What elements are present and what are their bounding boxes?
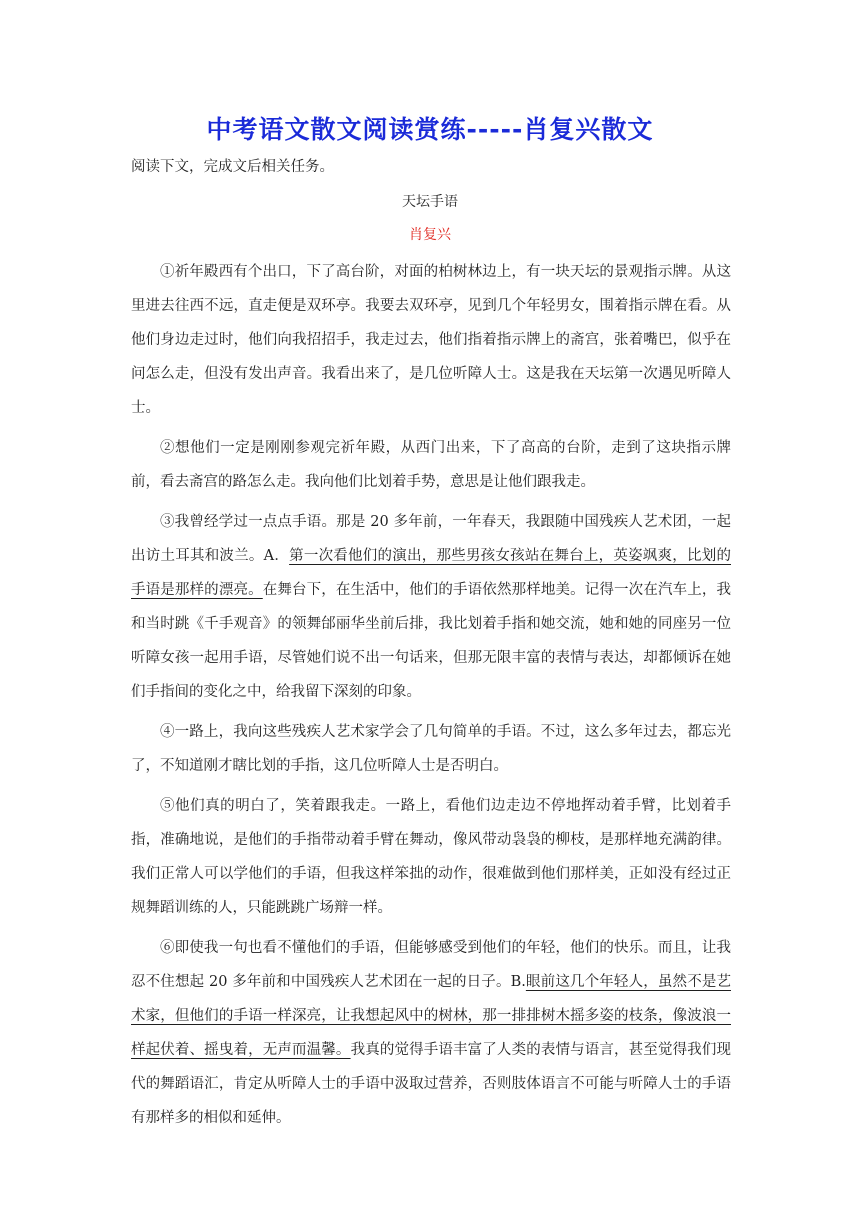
paragraph-3-text-b: 在舞台下，在生活中，他们的手语依然那样地美。记得一次在汽车上，我和当时跳《千手观音》的领舞邰丽华坐前后排，我比划着手指和她交流，她和她的同座另一位听障女孩一起用手语，尽管她们说不出一句话来，但那无限丰富的表情与表达，却都倾诉在她们手指间的变化之中，给我留下深刻的印象。 xyxy=(131,582,732,700)
underlined-sentence-a: 第一次看他们的演出，那些男孩女孩站在舞台上，英姿飒爽，比划的手语是那样的漂亮。 xyxy=(131,548,731,598)
article-title: 天坛手语 xyxy=(402,194,458,210)
paragraph-4: ④一路上，我向这些残疾人艺术家学会了几句简单的手语。不过，这么多年过去，都忘光了，不知道刚才瞎比划的手指，这几位听障人士是否明白。 xyxy=(131,724,731,774)
paragraph-6 xyxy=(131,931,731,1135)
paragraph-3-text-a: ③我曾经学过一点点手语。那是 20 多年前，一年春天，我跟随中国残疾人艺术团，一起出访土耳其和波兰。A． xyxy=(131,514,731,564)
paragraph-6-text-a: ⑥即使我一句也看不懂他们的手语，但能够感受到他们的年轻，他们的快乐。而且，让我忍不住想起 20 多年前和中国残疾人艺术团在一起的日子。B. xyxy=(131,940,731,990)
paragraph-6-text-b: 我真的觉得手语丰富了人类的表情与语言，甚至觉得我们现代的舞蹈语汇，肯定从听障人士的手语中汲取过营养，否则肢体语言不可能与听障人士的手语有那样多的相似和延伸。 xyxy=(131,1042,731,1126)
paragraph-5: ⑤他们真的明白了，笑着跟我走。一路上，看他们边走边不停地挥动着手臂，比划着手指，准确地说，是他们的手指带动着手臂在舞动，像风带动袅袅的柳枝，是那样地充满韵律。我们正常人可以学他们的手语，但我这样笨拙的动作，很难做到他们那样美，正如没有经过正规舞蹈训练的人，只能跳跳广场辩一样。 xyxy=(131,798,731,916)
article-author: 肖复兴 xyxy=(409,227,451,243)
paragraph-3 xyxy=(131,505,731,709)
article-body xyxy=(131,255,731,1135)
underlined-sentence-b: 眼前这几个年轻人，虽然不是艺术家，但他们的手语一样深亮，让我想起风中的树林，那一排排树木摇多姿的枝条，像波浪一样起伏着、摇曳着，无声而温馨。 xyxy=(131,974,731,1058)
page-title: 中考语文散文阅读赏练-----肖复兴散文 xyxy=(206,115,654,144)
paragraph-1: ①祈年殿西有个出口，下了高台阶，对面的柏树林边上，有一块天坛的景观指示牌。从这里进去往西不远，直走便是双环亭。我要去双环亭，见到几个年轻男女，围着指示牌在看。从他们身边走过时，他们向我招招手，我走过去，他们指着指示牌上的斋宫，张着嘴巴，似乎在问怎么走，但没有发出声音。我看出来了，是几位听障人士。这是我在天坛第一次遇见听障人士。 xyxy=(131,264,731,416)
paragraph-2: ②想他们一定是刚刚参观完祈年殿，从西门出来，下了高高的台阶，走到了这块指示牌前，看去斋宫的路怎么走。我向他们比划着手势，意思是让他们跟我走。 xyxy=(131,440,731,490)
instruction-text: 阅读下文，完成文后相关任务。 xyxy=(131,159,334,175)
